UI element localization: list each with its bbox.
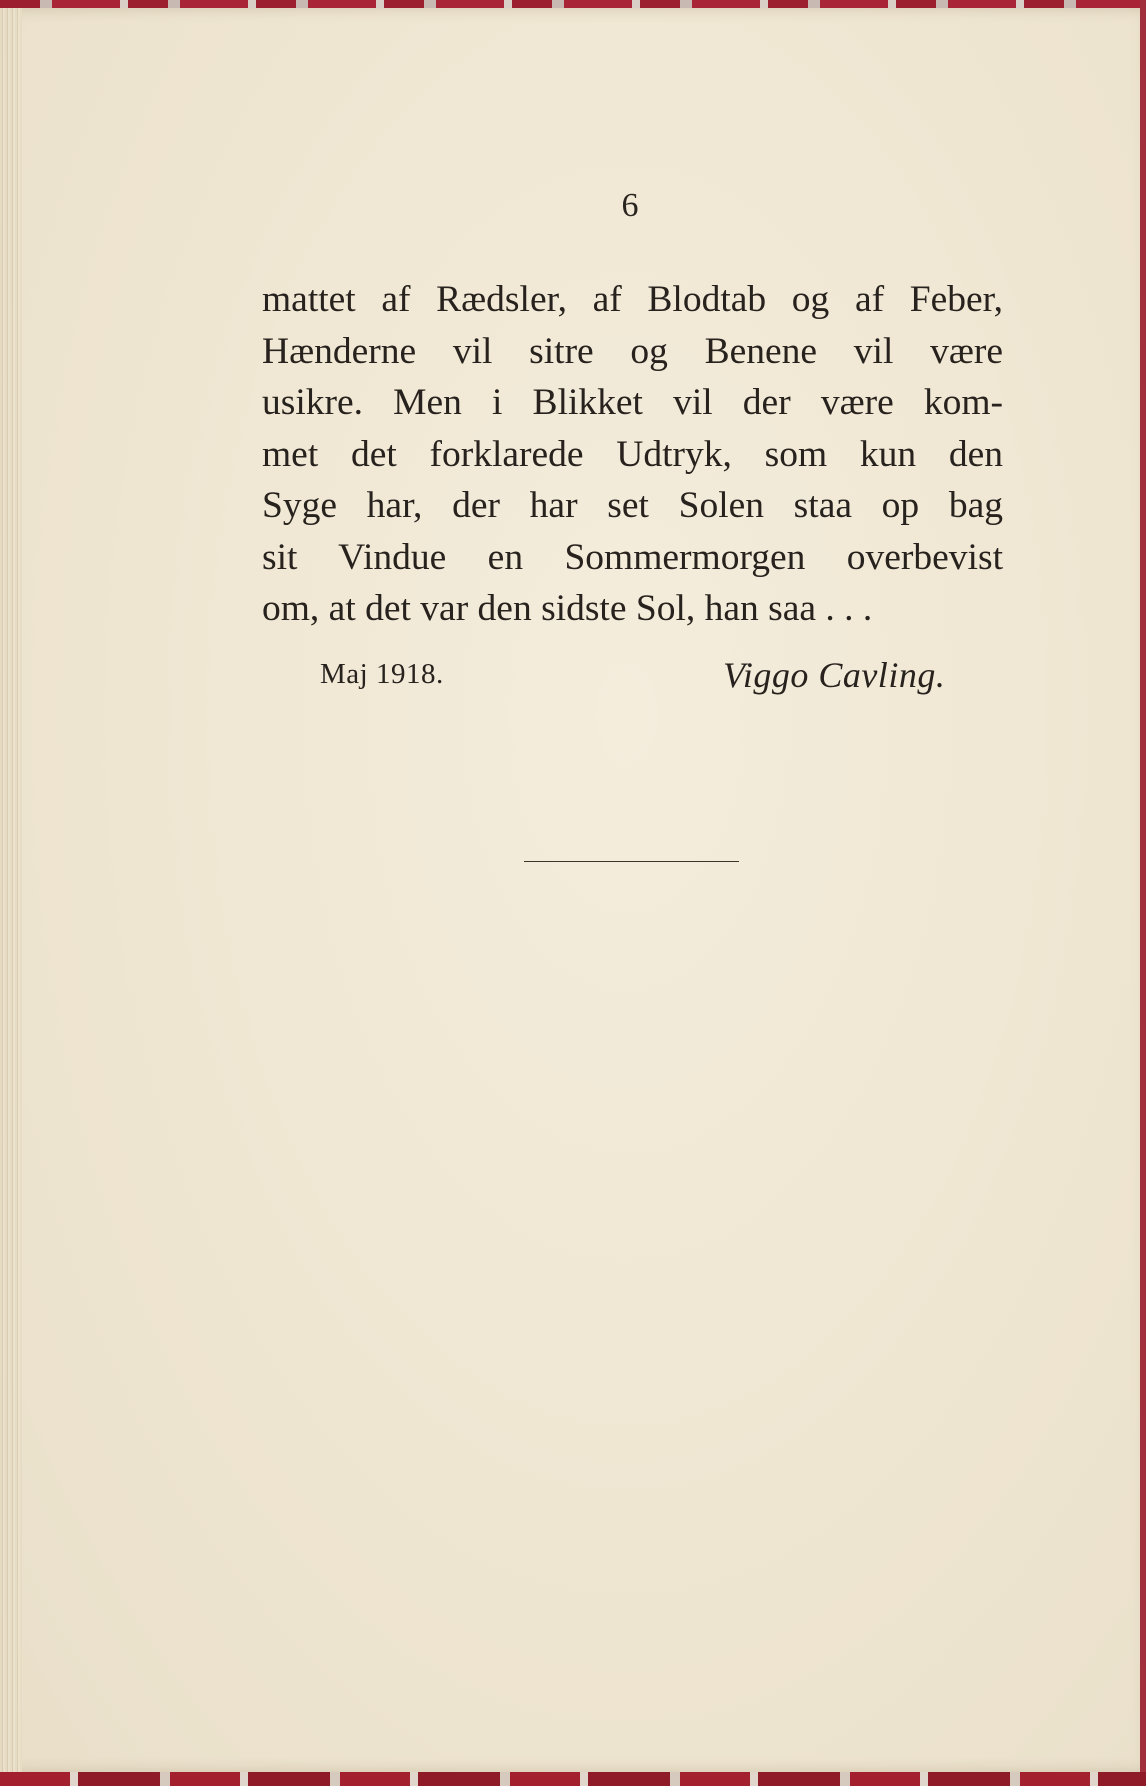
book-page: [0, 8, 1140, 1772]
text-line: mattet af Rædsler, af Blodtab og af Feber,: [262, 279, 1003, 320]
author-signature: Viggo Cavling.: [723, 655, 946, 695]
cover-right-edge: [1140, 0, 1146, 1786]
text-line: Syge har, der har set Solen staa op bag: [262, 485, 1003, 526]
date-line: Maj 1918.: [320, 658, 444, 690]
section-divider-rule: [524, 861, 739, 862]
body-paragraph: [262, 274, 1003, 635]
text-line: sit Vindue en Sommermorgen overbevist: [262, 536, 1003, 578]
text-line: met det forklarede Udtryk, som kun den: [262, 433, 1003, 475]
page-number: 6: [621, 187, 639, 224]
text-line: usikre. Men i Blikket vil der være kom-: [262, 382, 1003, 423]
page-gutter-edge: [0, 8, 22, 1772]
cover-bottom-edge: [0, 1772, 1146, 1786]
signature-row: [320, 654, 970, 704]
text-line: om, at det var den sidste Sol, han saa . . .: [262, 588, 873, 629]
text-line: Hænderne vil sitre og Benene vil være: [262, 330, 1003, 372]
